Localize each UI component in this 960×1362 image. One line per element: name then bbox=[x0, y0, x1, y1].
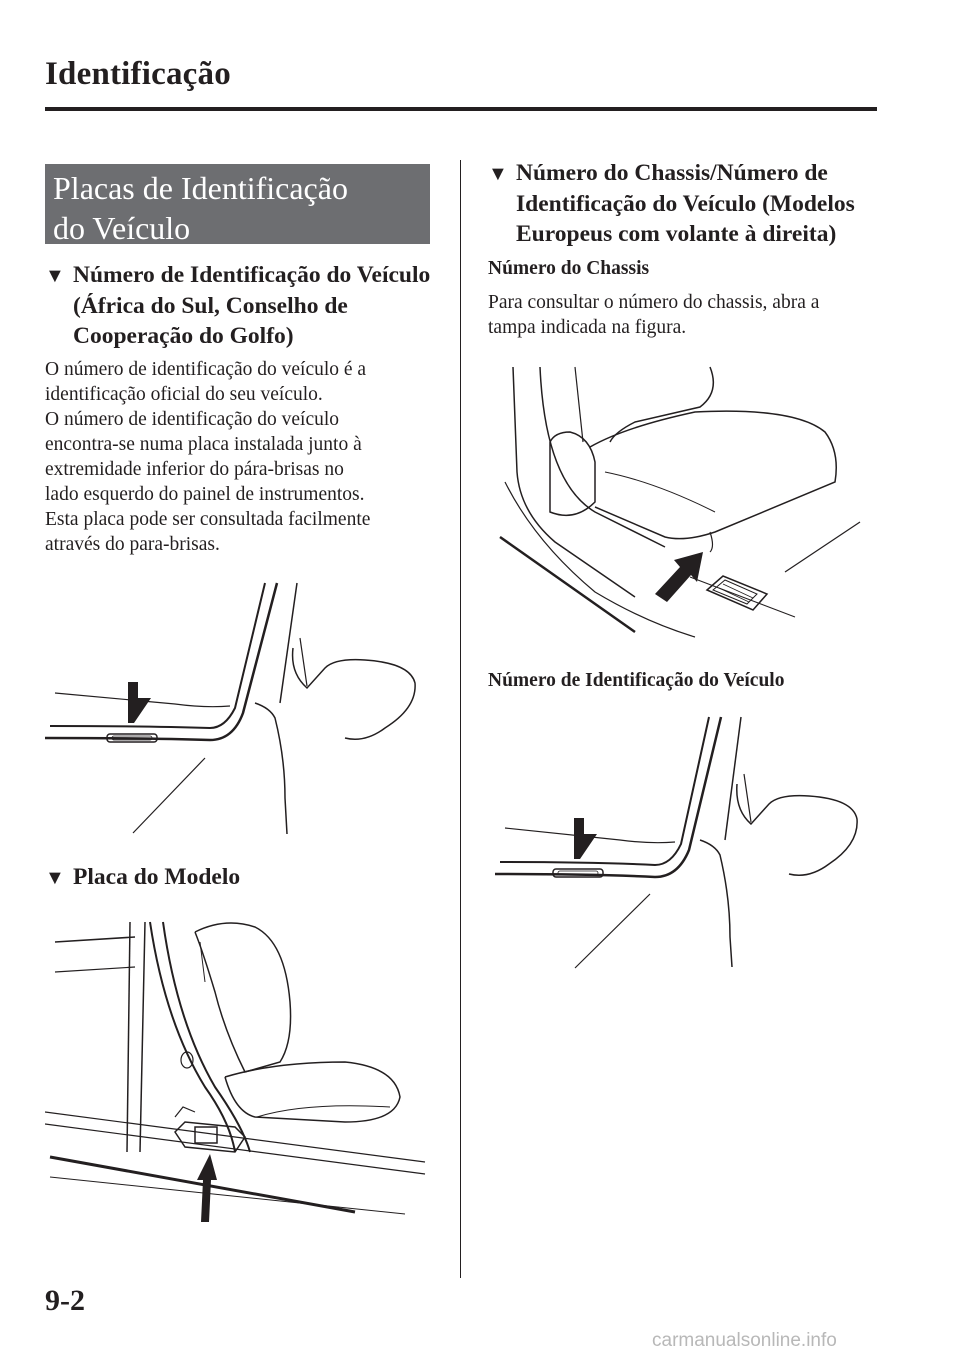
chassis-number-illustration bbox=[495, 362, 880, 642]
paragraph-line: através do para-brisas. bbox=[45, 534, 220, 555]
model-plate-heading-text: Placa do Modelo bbox=[73, 864, 241, 890]
triangle-down-icon: ▼ bbox=[488, 163, 508, 185]
paragraph-line: O número de identificação do veículo bbox=[45, 409, 340, 430]
paragraph-line: Esta placa pode ser consultada facilmente bbox=[45, 509, 371, 530]
watermark: carmanualsonline.info bbox=[652, 1330, 837, 1351]
chassis-heading-text: Número do Chassis/Número de Identificação do Veículo (Modelos Europeus com volante à direita) bbox=[516, 160, 855, 247]
vin-windshield-illustration bbox=[45, 578, 440, 838]
column-divider bbox=[460, 160, 461, 1278]
section-title-line2: do Veículo bbox=[53, 210, 191, 246]
section-title-line1: Placas de Identificação bbox=[53, 170, 348, 206]
triangle-down-icon: ▼ bbox=[45, 867, 65, 889]
triangle-down-icon: ▼ bbox=[45, 265, 65, 287]
title-rule bbox=[45, 107, 877, 111]
model-plate-illustration bbox=[45, 912, 440, 1227]
paragraph-line: identificação oficial do seu veículo. bbox=[45, 384, 323, 405]
paragraph-line: encontra-se numa placa instalada junto à bbox=[45, 434, 362, 455]
vin-heading bbox=[45, 260, 453, 351]
vin-heading-text: Número de Identificação do Veículo (África do Sul, Conselho de Cooperação do Golfo) bbox=[73, 262, 431, 349]
chassis-paragraph bbox=[488, 290, 888, 340]
paragraph-line: lado esquerdo do painel de instrumentos. bbox=[45, 484, 365, 505]
paragraph-line: O número de identificação do veículo é a bbox=[45, 359, 367, 380]
vin-label: Número de Identificação do Veículo bbox=[488, 670, 785, 691]
vin-windshield-illustration bbox=[495, 712, 875, 972]
chassis-label: Número do Chassis bbox=[488, 258, 650, 279]
section-title-box bbox=[45, 164, 430, 244]
paragraph-line: extremidade inferior do pára-brisas no bbox=[45, 459, 344, 480]
page-number: 9-2 bbox=[45, 1284, 85, 1317]
chassis-heading bbox=[488, 158, 916, 249]
page-title: Identificação bbox=[45, 56, 231, 92]
vin-paragraph bbox=[45, 357, 437, 557]
paragraph-line: Para consultar o número do chassis, abra a bbox=[488, 292, 820, 313]
model-plate-heading bbox=[45, 862, 453, 893]
paragraph-line: tampa indicada na figura. bbox=[488, 317, 687, 338]
